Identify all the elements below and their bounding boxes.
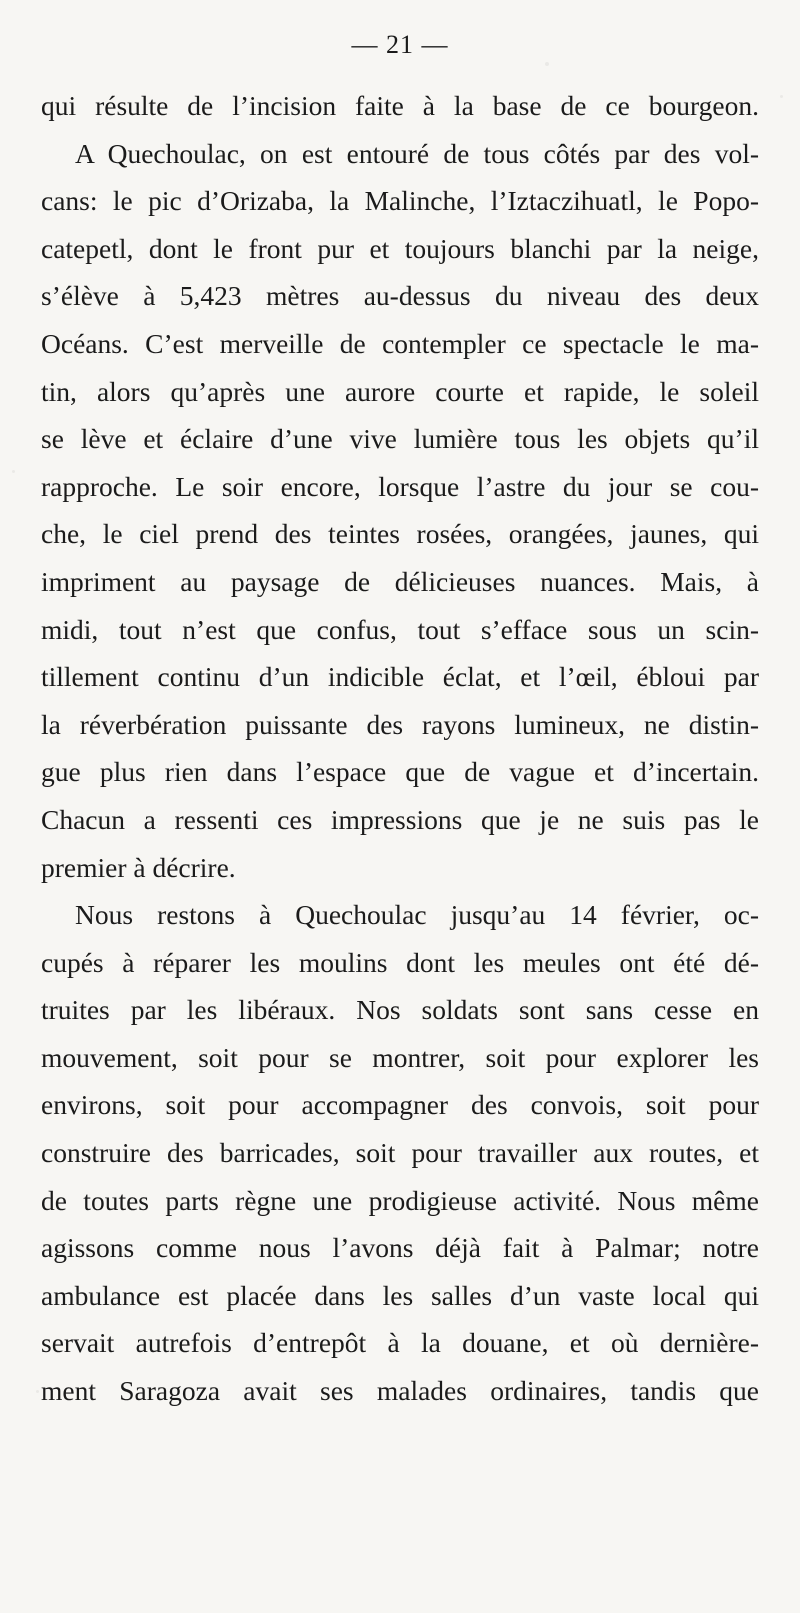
text-line: midi, tout n’est que confus, tout s’efface sous un scin-: [41, 613, 759, 645]
text-line: catepetl, dont le front pur et toujours blanchi par la neige,: [41, 232, 759, 264]
text-line: cans: le pic d’Orizaba, la Malinche, l’Iztaczihuatl, le Popo-: [41, 185, 759, 217]
text-line: ambulance est placée dans les salles d’un vaste local qui: [41, 1279, 759, 1311]
paper-speck: [12, 470, 15, 473]
paper-speck: [545, 62, 549, 66]
paper-speck: [36, 1390, 39, 1393]
text-line: ment Saragoza avait ses malades ordinaires, tandis que: [41, 1375, 759, 1407]
text-line: truites par les libéraux. Nos soldats sont sans cesse en: [41, 994, 759, 1026]
text-line: se lève et éclaire d’une vive lumière tous les objets qu’il: [41, 423, 759, 455]
page-number: — 21 —: [351, 30, 449, 59]
text-line: cupés à réparer les moulins dont les meules ont été dé-: [41, 946, 759, 978]
text-line: s’élève à 5,423 mètres au-dessus du niveau des deux: [41, 280, 759, 312]
text-line: la réverbération puissante des rayons lumineux, ne distin-: [41, 708, 759, 740]
text-line: rapproche. Le soir encore, lorsque l’astre du jour se cou-: [41, 470, 759, 502]
text-line: tin, alors qu’après une aurore courte et rapide, le soleil: [41, 375, 759, 407]
text-line: qui résulte de l’incision faite à la base de ce bourgeon.: [41, 90, 759, 121]
text-line: de toutes parts règne une prodigieuse activité. Nous même: [41, 1184, 759, 1216]
text-line: premier à décrire.: [41, 851, 236, 883]
text-line: Chacun a ressenti ces impressions que je ne suis pas le: [41, 803, 759, 835]
paper-speck: [780, 95, 783, 98]
text-line: environs, soit pour accompagner des convois, soit pour: [41, 1089, 759, 1121]
body-text: [41, 82, 759, 1415]
text-line: Océans. C’est merveille de contempler ce spectacle le ma-: [41, 327, 759, 359]
text-line: mouvement, soit pour se montrer, soit pour explorer les: [41, 1041, 759, 1073]
text-line: che, le ciel prend des teintes rosées, orangées, jaunes, qui: [41, 518, 759, 550]
text-line: servait autrefois d’entrepôt à la douane, et où dernière-: [41, 1327, 759, 1359]
text-line: gue plus rien dans l’espace que de vague et d’incertain.: [41, 756, 759, 788]
text-line: agissons comme nous l’avons déjà fait à Palmar; notre: [41, 1232, 759, 1264]
text-line: Nous restons à Quechoulac jusqu’au 14 février, oc-: [75, 899, 759, 931]
text-line: construire des barricades, soit pour travailler aux routes, et: [41, 1137, 759, 1169]
text-line: A Quechoulac, on est entouré de tous côtés par des vol-: [75, 137, 759, 169]
text-line: impriment au paysage de délicieuses nuances. Mais, à: [41, 565, 759, 597]
text-line: tillement continu d’un indicible éclat, et l’œil, ébloui par: [41, 661, 759, 693]
